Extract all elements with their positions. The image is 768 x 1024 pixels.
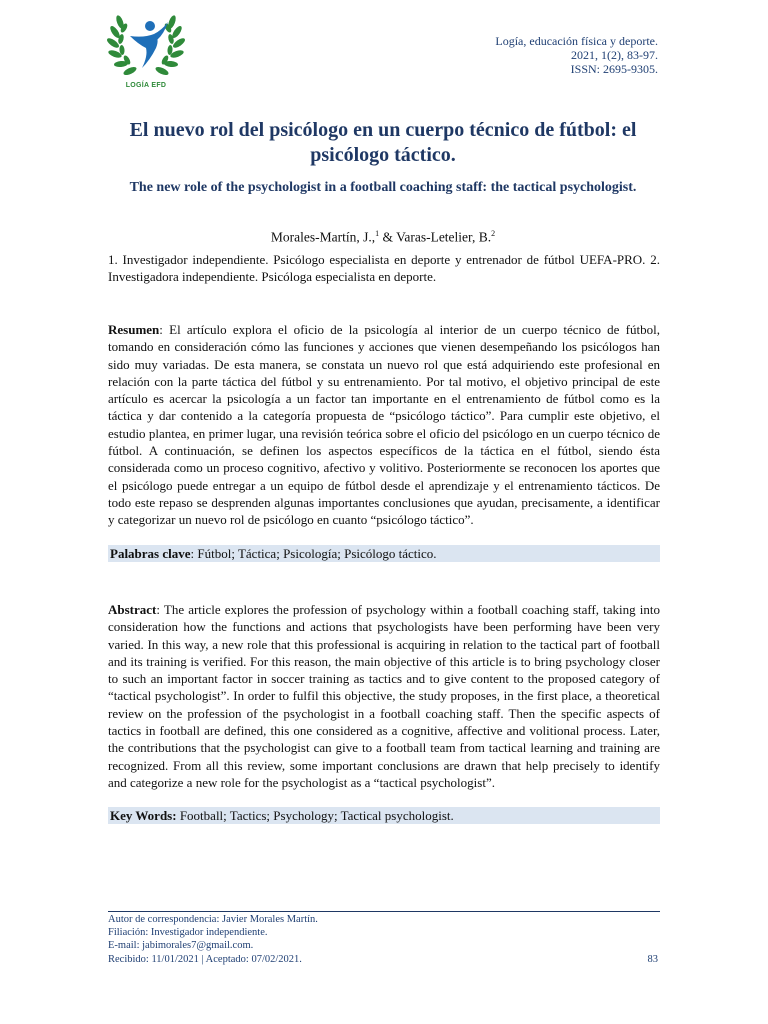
resumen-text: : El artículo explora el oficio de la psicología al interior de un cuerpo técnico de fútbol, tomando en consideración cómo las funciones y acciones que vienen desempeñando los psicólogos han sido muy variadas. De esta manera, se constata un nuevo rol que está adquiriendo este profesional en relación con la parte táctica del fútbol y su entrenamiento. Por tal motivo, el objetivo principal de este artículo es acercar la psicología a un factor tan importante en el entrenamiento de fútbol como es la táctica y dar contenido a la categoría propuesta de “psicólogo táctico”. Para cumplir este objetivo, el estudio plantea, en primer lugar, una revisión teórica sobre el oficio del psicólogo en un cuerpo técnico de fútbol. A continuación, se definen los aspectos específicos de la táctica en el fútbol, siendo ésta considerada como un proceso cognitivo, afectivo y volitivo. Posteriormente se reconocen los aportes que el psicólogo puede entregar a un equipo de fútbol desde el aprendizaje y el entrenamiento tácticos. De todo este repaso se desprenden algunas importantes conclusiones que ayudan, precisamente, a identificar y categorizar un nuevo rol de psicólogo en cuanto “psicólogo táctico”. <box>108 322 660 528</box>
journal-issn: ISSN: 2695-9305. <box>570 62 658 76</box>
resumen-label: Resumen <box>108 322 160 337</box>
key-words-band <box>108 807 660 824</box>
page-number: 83 <box>647 954 658 965</box>
journal-logo <box>104 8 188 96</box>
footer-divider <box>108 911 660 912</box>
affiliations: 1. Investigador independiente. Psicólogo especialista en deporte y entrenador de fútbol UEFA-PRO. 2. Investigadora independiente. Psicóloga especialista en deporte. <box>108 252 660 284</box>
abstract-text: : The article explores the profession of psychology within a football coaching staff, taking into consideration how the functions and actions that psychologists have been performing have been very varied. In this way, a new role that this professional is acquiring in relation to the tactical part of football and its training is verified. For this reason, the main objective of this article is to bring psychology closer to such an important factor in soccer training as tactics and to give content to the proposed category of “tactical psychologist”. In order to fulfil this objective, the study proposes, in the first place, a theoretical review on the profession of the psychologist in a football coaching staff. Then the specific aspects of tactics in football are defined, this one considered as a cognitive, affective and volitional process. Later, the contributions that the psychologist can give to a football team from tactical learning and training are recognized. From all this review, some important conclusions are drawn that help precisely to identify and categorize a new role for the psychologist as a “tactical psychologist”. <box>108 602 660 790</box>
key-words-text: Football; Tactics; Psychology; Tactical psychologist. <box>176 808 454 823</box>
footer-dates: Recibido: 11/01/2021 | Aceptado: 07/02/2021. <box>108 953 302 965</box>
abstract-paragraph <box>108 601 660 791</box>
journal-name: Logía, educación física y deporte. <box>495 34 658 48</box>
article-title: El nuevo rol del psicólogo en un cuerpo técnico de fútbol: el psicólogo táctico. <box>129 119 637 166</box>
author-first-affiliation: 1 <box>375 229 380 238</box>
journal-citation <box>495 34 658 76</box>
resumen-paragraph <box>108 321 660 529</box>
logo-text: LOGÍA EFD <box>125 82 167 89</box>
footer-filiation: Filiación: Investigador independiente. <box>108 927 268 939</box>
author-second-affiliation: 2 <box>491 229 496 238</box>
key-words-label: Key Words: <box>110 808 177 823</box>
footer-correspondence: Autor de correspondencia: Javier Morales Martín. <box>108 914 318 925</box>
journal-volume: 2021, 1(2), 83-97. <box>571 48 658 62</box>
abstract-label: Abstract <box>108 602 157 617</box>
palabras-clave-label: Palabras clave <box>110 546 191 561</box>
author-line <box>105 225 661 246</box>
author-second: & Varas-Letelier, B. <box>379 229 492 245</box>
laurel-figure-icon <box>104 8 188 84</box>
author-first: Morales-Martín, J., <box>270 229 376 245</box>
footer-email: E-mail: jabimorales7@gmail.com. <box>108 940 254 952</box>
palabras-clave-band <box>108 545 660 562</box>
palabras-clave-text: : Fútbol; Táctica; Psicología; Psicólogo táctico. <box>190 546 437 561</box>
footer-notes <box>108 913 660 966</box>
article-subtitle: The new role of the psychologist in a football coaching staff: the tactical psychologist. <box>129 180 637 195</box>
